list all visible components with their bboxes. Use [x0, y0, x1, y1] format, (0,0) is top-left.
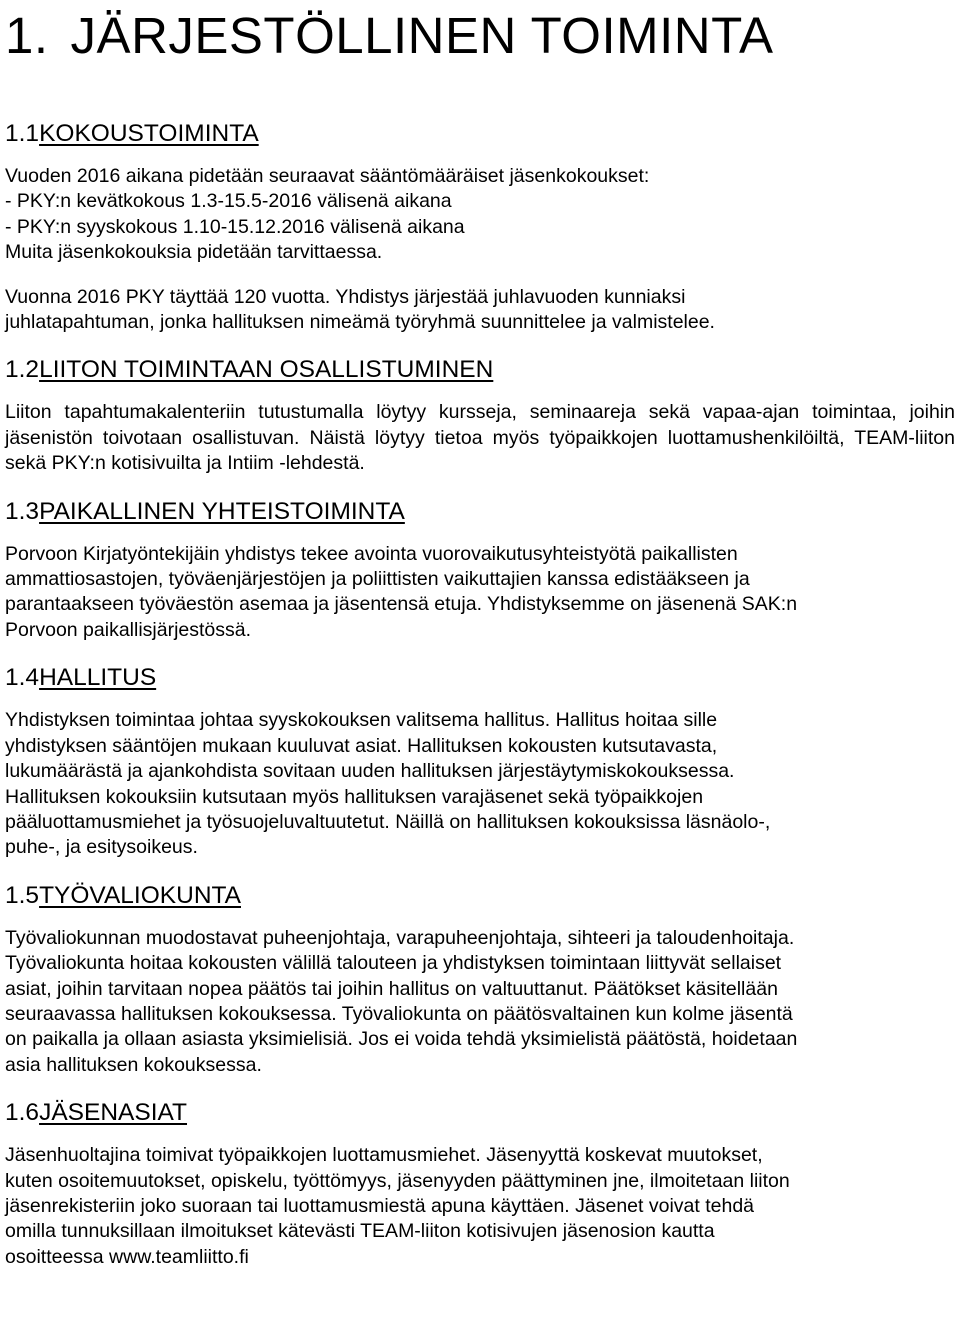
section-title: JÄSENASIAT [39, 1099, 188, 1127]
section-title: KOKOUSTOIMINTA [39, 120, 259, 147]
text-line: Jäsenhuoltajina toimivat työpaikkojen luottamusmiehet. Jäsenyyttä koskevat muutokset, [5, 1144, 763, 1167]
section-paragraph [5, 708, 955, 860]
text-line: yhdistyksen sääntöjen mukaan kuuluvat asiat. Hallituksen kokousten kutsutavasta, [5, 734, 718, 757]
text-line: puhe-, ja esitysoikeus. [5, 836, 198, 859]
section-title: PAIKALLINEN YHTEISTOIMINTA [39, 497, 405, 525]
text-line: lukumäärästä ja ajankohdista sovitaan uuden hallituksen järjestäytymiskokouksessa. [5, 760, 735, 783]
text-line: omilla tunnuksillaan ilmoitukset kätevästi TEAM-liiton kotisivujen jäsenosion kautta [5, 1220, 715, 1243]
text-line: seuraavassa hallituksen kokouksessa. Työvaliokunta on päätösvaltainen kun kolme jäsentä [5, 1002, 793, 1025]
text-line: juhlatapahtuman, jonka hallituksen nimeämä työryhmä suunnittelee ja valmistelee. [5, 311, 715, 334]
section-heading [5, 663, 955, 693]
section-heading [5, 497, 955, 527]
section-jasenasiat [5, 1098, 955, 1270]
text-line: ammattiosastojen, työväenjärjestöjen ja poliittisten vaikuttajien kanssa edistääkseen ja [5, 568, 750, 591]
text-line: kuten osoitemuutokset, opiskelu, työttömyys, jäsenyyden päättyminen jne, ilmoitetaan liiton [5, 1169, 790, 1192]
section-title: HALLITUS [39, 664, 157, 692]
text-line: pääluottamusmiehet ja työsuojeluvaltuutetut. Näillä on hallituksen kokouksissa läsnäolo-, [5, 810, 771, 833]
text-line: parantaakseen työväestön asemaa ja jäsentensä etuja. Yhdistyksemme on jäsenenä SAK:n [5, 593, 798, 616]
section-number: 1.1 [5, 120, 40, 147]
section-title: LIITON TOIMINTAAN OSALLISTUMINEN [39, 356, 494, 384]
section-paragraph [5, 542, 955, 644]
text-line: Yhdistyksen toimintaa johtaa syyskokouksen valitsema hallitus. Hallitus hoitaa sille [5, 709, 718, 732]
text-line: Hallituksen kokouksiin kutsutaan myös hallituksen varajäsenet sekä työpaikkojen [5, 785, 704, 808]
page-title-text: JÄRJESTÖLLINEN TOIMINTA [70, 7, 774, 64]
text-line: asiat, joihin tarvitaan nopea päätös tai joihin hallitus on valtuuttanut. Päätökset käsitellään [5, 977, 778, 1000]
text-line: asia hallituksen kokouksessa. [5, 1053, 262, 1076]
section-number: 1.6 [5, 1099, 40, 1127]
section-paragraph [5, 1143, 955, 1270]
section-number: 1.4 [5, 664, 40, 692]
text-line: Muita jäsenkokouksia pidetään tarvittaessa. [5, 241, 383, 264]
section-number: 1.3 [5, 497, 40, 525]
section-heading [5, 1098, 955, 1128]
page-title [5, 0, 955, 68]
section-kokoustoiminta [5, 119, 955, 335]
text-line: Vuoden 2016 aikana pidetään seuraavat sääntömääräiset jäsenkokoukset: [5, 165, 650, 187]
section-heading [5, 355, 955, 385]
text-line: Porvoon paikallisjärjestössä. [5, 618, 252, 641]
text-line: Työvaliokunnan muodostavat puheenjohtaja, varapuheenjohtaja, sihteeri ja taloudenhoitaja. [5, 926, 795, 949]
text-line: on paikalla ja ollaan asiasta yksimielisiä. Jos ei voida tehdä yksimielistä päätöstä, hoidetaan [5, 1028, 798, 1051]
section-paragraph: Liiton tapahtumakalenteriin tutustumalla löytyy kursseja, seminaareja sekä vapaa-ajan toimintaa, joihin jäsenistön toivotaan osallistuvan. Näistä löytyy tietoa myös työpaikkojen luottamushenkilöiltä, TEAM-liiton sekä PKY:n kotisivuilta ja Intiim -lehdestä. [5, 401, 955, 475]
text-line: Työvaliokunta hoitaa kokousten välillä talouteen ja yhdistyksen toimintaan liittyvät sellaiset [5, 952, 782, 975]
section-paragraph [5, 164, 955, 266]
section-paragraph [5, 926, 955, 1078]
section-heading [5, 881, 955, 911]
text-line: - PKY:n kevätkokous 1.3-15.5-2016 välisenä aikana [5, 190, 452, 213]
text-line: jäsenrekisteriin joko suoraan tai luottamusmiestä apuna käyttäen. Jäsenet voivat tehdä [5, 1194, 755, 1217]
section-heading [5, 119, 955, 149]
section-paikallinen-yhteistoiminta [5, 497, 955, 644]
document-page [5, 0, 955, 1270]
text-line: - PKY:n syyskokous 1.10-15.12.2016 välisenä aikana [5, 215, 465, 238]
text-line: Vuonna 2016 PKY täyttää 120 vuotta. Yhdistys järjestää juhlavuoden kunniaksi [5, 285, 686, 308]
text-line: osoitteessa www.teamliitto.fi [5, 1245, 249, 1268]
section-number: 1.5 [5, 881, 40, 909]
text-line: Porvoon Kirjatyöntekijäin yhdistys tekee avointa vuorovaikutusyhteistyötä paikallisten [5, 542, 738, 565]
section-paragraph [5, 285, 955, 336]
page-title-number: 1. [5, 7, 49, 64]
section-liiton-toimintaan-osallistuminen [5, 355, 955, 476]
section-hallitus [5, 663, 955, 860]
section-title: TYÖVALIOKUNTA [39, 881, 241, 909]
section-tyovaliokunta [5, 881, 955, 1078]
section-number: 1.2 [5, 356, 40, 384]
